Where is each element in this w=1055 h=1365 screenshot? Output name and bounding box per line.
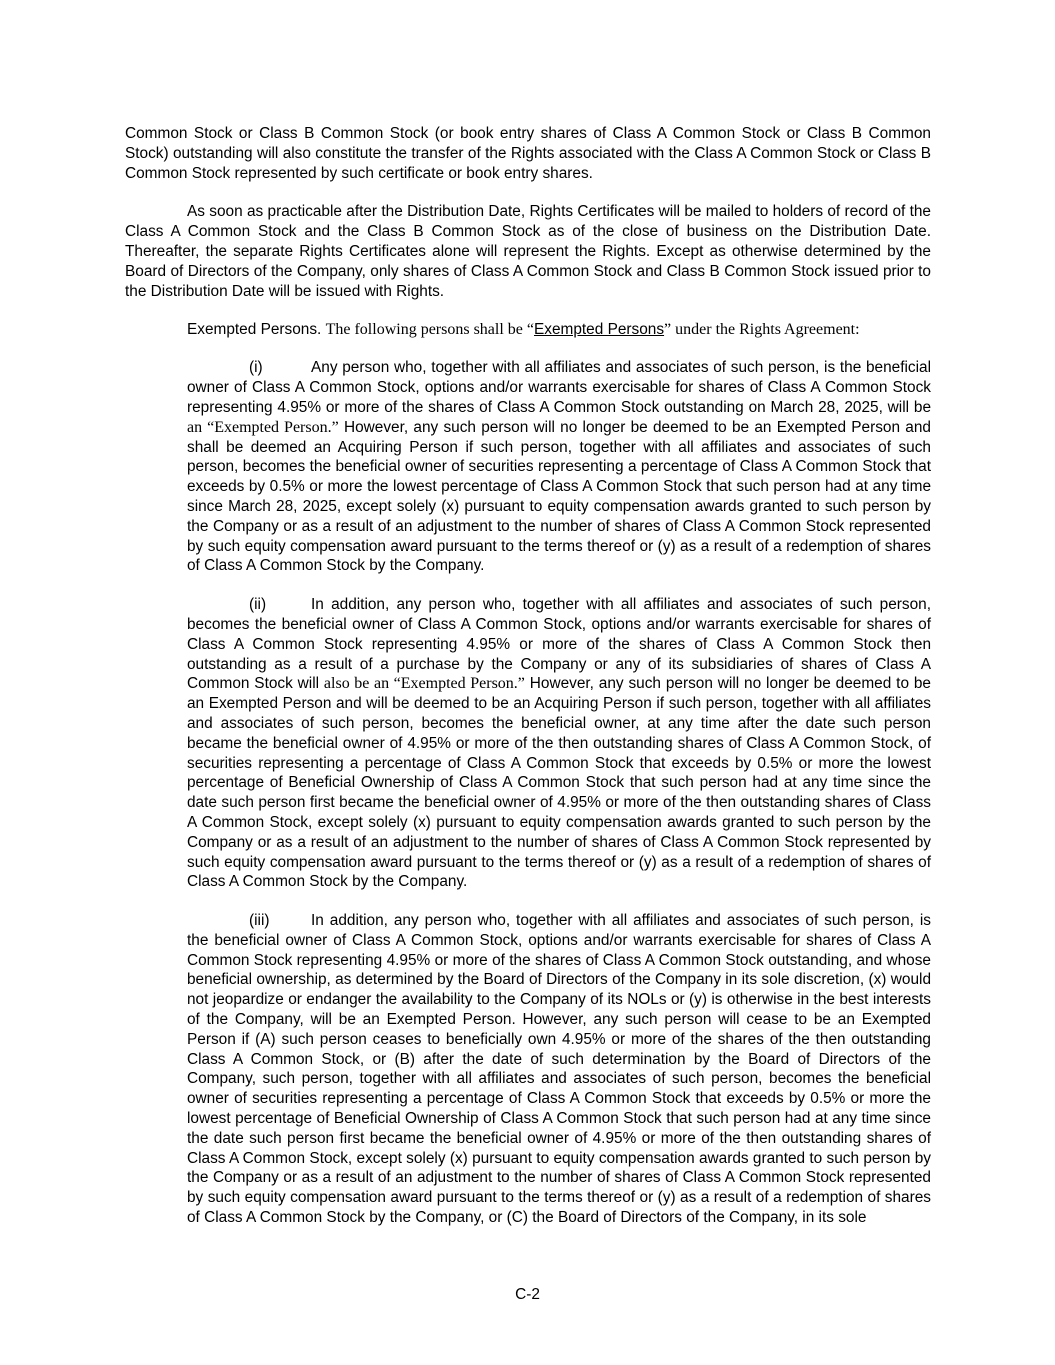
exempted-persons-term: Exempted Persons — [534, 321, 665, 339]
item-text-b: However, any such person will no longer be deemed to be an Exempted Person and will be deemed to be an Acquiring Person if such person, together with all affiliates and associates of such person, becomes the beneficial owner, at any time after the date such person became the beneficial owner of 4.95% or more of the then outstanding shares of Class A Common Stock, of securities representing a percentage of Class A Common Stock that exceeds by 0.5% or more the lowest percentage of Beneficial Ownership of Class A Common Stock that such person had at any time since the date such person first became the beneficial owner of 4.95% or more of the then outstanding shares of Class A Common Stock, except solely (x) pursuant to equity compensation awards granted to such person by the Company or as a result of an adjustment to the number of shares of Class A Common Stock represented by such equity compensation award pursuant to the terms thereof or (y) as a result of a redemption of shares of Class A Common Stock by the Company. — [187, 675, 931, 891]
exempted-item-i — [187, 358, 931, 576]
item-serif-phrase: an “Exempted Person.” — [187, 418, 339, 436]
item-number: (ii) — [249, 596, 267, 614]
item-text-a: In addition, any person who, together with all affiliates and associates of such person, becomes the beneficial owner of Class A Common Stock, options and/or warrants exercisable for shares of Class A Common Stock representing 4.95% or more of the shares of Class A Common Stock then outstanding as a result of a purchase by the Company or any of its subsidiaries of shares of Class A Common Stock will — [187, 596, 931, 693]
exempted-persons-heading — [187, 320, 931, 340]
item-number: (i) — [249, 359, 263, 377]
paragraph-distribution-date: As soon as practicable after the Distribution Date, Rights Certificates will be mailed to holders of record of the Class A Common Stock and the Class B Common Stock as of the close of business on the Distribution Date. Thereafter, the separate Rights Certificates alone will represent the Rights. Except as otherwise determined by the Board of Directors of the Company, only shares of Class A Common Stock and Class B Common Stock issued prior to the Distribution Date will be issued with Rights. — [125, 203, 931, 300]
item-text-a: In addition, any person who, together with all affiliates and associates of such person, is the beneficial owner of Class A Common Stock, options and/or warrants exercisable for shares of Class A Common Stock representing 4.95% or more of the shares of Class A Common Stock outstanding, and whose beneficial ownership, as determined by the Board of Directors of the Company in its sole discretion, (x) would not jeopardize or endanger the availability to the Company of its NOLs or (y) is otherwise in the best interests of the Company, will be an Exempted Person. However, any such person will cease to be an Exempted Person if (A) such person ceases to beneficially own 4.95% or more of the shares of the then outstanding Class A Common Stock, or (B) after the date of such determination by the Board of Directors of the Company, such person, together with all affiliates and associates of such person, becomes the beneficial owner of securities representing a percentage of Class A Common Stock that exceeds by 0.5% or more the lowest percentage of Beneficial Ownership of Class A Common Stock that such person had at any time since the date such person first became the beneficial owner of 4.95% or more of the then outstanding shares of Class A Common Stock, except solely (x) pursuant to equity compensation awards granted to such person by the Company or as a result of an adjustment to the number of shares of Class A Common Stock represented by such equity compensation award pursuant to the terms thereof or (y) as a result of a redemption of shares of Class A Common Stock by the Company, or (C) the Board of Directors of the Company, in its sole — [187, 912, 931, 1227]
item-serif-phrase: also be an “Exempted Person.” — [323, 675, 525, 693]
paragraph-continuation: Common Stock or Class B Common Stock (or book entry shares of Class A Common Stock or Class B Common Stock) outstanding will also constitute the transfer of the Rights associated with the Class A Common Stock or Class B Common Stock represented by such certificate or book entry shares. — [125, 125, 931, 182]
item-text-a: Any person who, together with all affiliates and associates of such person, is the beneficial owner of Class A Common Stock, options and/or warrants exercisable for shares of Class A Common Stock representing 4.95% or more of the shares of Class A Common Stock outstanding on March 28, 2025, will be — [187, 359, 931, 416]
exempted-persons-label: Exempted Persons. — [187, 321, 322, 339]
item-number: (iii) — [249, 912, 270, 930]
document-page — [125, 124, 931, 1247]
exempted-intro-before: The following persons shall be “ — [325, 321, 534, 339]
exempted-intro-after: ” under the Rights Agreement: — [664, 321, 860, 339]
item-text-b: However, any such person will no longer be deemed to be an Exempted Person and shall be deemed an Acquiring Person if such person, together with all affiliates and associates of such person, becomes the beneficial owner of securities representing a percentage of Class A Common Stock that exceeds by 0.5% or more the lowest percentage of Class A Common Stock that such person had at any time since March 28, 2025, except solely (x) pursuant to equity compensation awards granted to such person by the Company or as a result of an adjustment to the number of shares of Class A Common Stock represented by such equity compensation award pursuant to the terms thereof or (y) as a result of a redemption of shares of Class A Common Stock by the Company. — [187, 418, 931, 575]
page-number: C-2 — [515, 1286, 540, 1303]
exempted-item-ii — [187, 595, 931, 892]
exempted-item-iii — [187, 911, 931, 1228]
